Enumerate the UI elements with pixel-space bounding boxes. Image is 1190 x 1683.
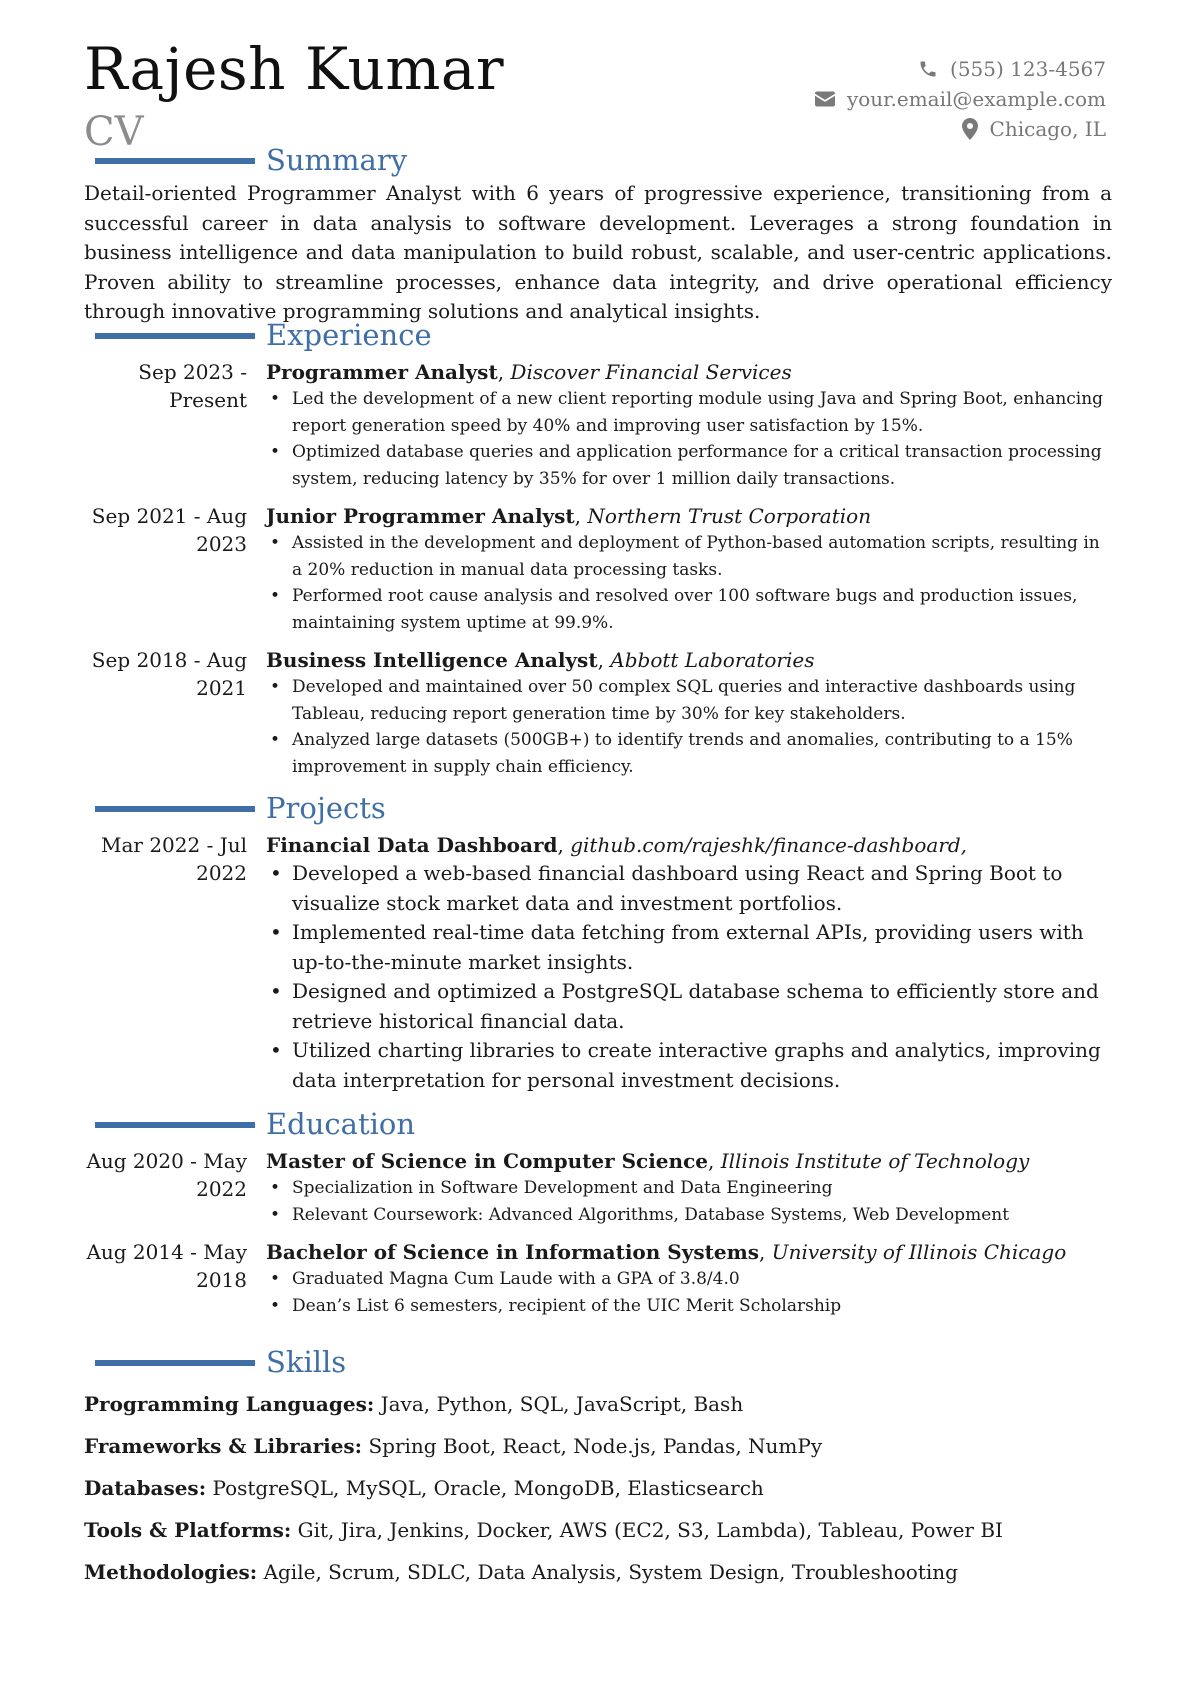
- degree-name: Bachelor of Science in Information Systems: [266, 1240, 759, 1264]
- skill-label: Programming Languages:: [84, 1392, 375, 1416]
- skills-section: [0, 1345, 1190, 1593]
- skills-list: [84, 1383, 1190, 1593]
- experience-entry: [0, 358, 1190, 492]
- project-name: Financial Data Dashboard: [266, 833, 558, 857]
- entry-organization: Discover Financial Services: [510, 360, 792, 384]
- skill-row: [84, 1383, 1190, 1425]
- entry-date: Sep 2023 - Present: [138, 360, 247, 412]
- envelope-icon: [815, 91, 835, 107]
- bullet-item: • Developed and maintained over 50 complex SQL queries and interactive dashboards using Tableau, reducing report generation time by 30% for key stakeholders.: [266, 674, 1108, 727]
- entry-bullets: [266, 859, 1108, 1095]
- summary-section: [0, 143, 1190, 327]
- entry-date: Sep 2018 - Aug 2021: [91, 648, 247, 700]
- entry-body: [266, 502, 1108, 636]
- contact-location: [815, 114, 1106, 144]
- entry-bullets: [266, 1266, 1108, 1319]
- education-entry: [0, 1238, 1190, 1319]
- section-title-experience: Experience: [266, 318, 432, 352]
- skill-value: Agile, Scrum, SDLC, Data Analysis, System Design, Troubleshooting: [263, 1560, 958, 1584]
- entry-date: Mar 2022 - Jul 2022: [101, 833, 247, 885]
- entry-body: [266, 358, 1108, 492]
- section-title-education: Education: [266, 1107, 416, 1141]
- skill-row: [84, 1425, 1190, 1467]
- bullet-item: • Utilized charting libraries to create interactive graphs and analytics, improving data interpretation for personal investment decisions.: [266, 1036, 1108, 1095]
- bullet-item: • Dean’s List 6 semesters, recipient of the UIC Merit Scholarship: [266, 1293, 1108, 1320]
- map-pin-icon: [962, 118, 978, 140]
- entry-bullets: [266, 530, 1108, 636]
- section-rule: [95, 1360, 255, 1366]
- section-rule: [95, 1122, 255, 1128]
- section-title-projects: Projects: [266, 791, 386, 825]
- skill-value: PostgreSQL, MySQL, Oracle, MongoDB, Elasticsearch: [212, 1476, 764, 1500]
- entry-bullets: [266, 386, 1108, 492]
- entry-organization: Abbott Laboratories: [610, 648, 815, 672]
- entry-body: [266, 1238, 1108, 1319]
- bullet-item: • Optimized database queries and application performance for a critical transaction processing system, reducing latency by 35% for over 1 million daily transactions.: [266, 439, 1108, 492]
- entry-organization: Northern Trust Corporation: [587, 504, 872, 528]
- section-rule: [95, 158, 255, 164]
- entry-date: Aug 2020 - May 2022: [86, 1149, 247, 1201]
- skill-row: [84, 1551, 1190, 1593]
- section-header: [0, 318, 1190, 352]
- entry-role: Programmer Analyst: [266, 360, 498, 384]
- entry-body: [266, 1147, 1108, 1228]
- project-entry: [0, 831, 1190, 1095]
- bullet-item: • Designed and optimized a PostgreSQL database schema to efficiently store and retrieve historical financial data.: [266, 977, 1108, 1036]
- section-header: [0, 791, 1190, 825]
- experience-list: [0, 358, 1190, 780]
- bullet-item: • Analyzed large datasets (500GB+) to identify trends and anomalies, contributing to a 15% improvement in supply chain efficiency.: [266, 727, 1108, 780]
- section-title-skills: Skills: [266, 1345, 347, 1379]
- bullet-item: • Performed root cause analysis and resolved over 100 software bugs and production issues, maintaining system uptime at 99.9%.: [266, 583, 1108, 636]
- phone-text: (555) 123-4567: [950, 57, 1106, 81]
- person-name: Rajesh Kumar: [84, 35, 505, 103]
- skill-row: [84, 1509, 1190, 1551]
- skill-row: [84, 1467, 1190, 1509]
- section-header: [0, 143, 1190, 177]
- contact-phone: [815, 54, 1106, 84]
- section-header: [0, 1107, 1190, 1141]
- bullet-item: • Graduated Magna Cum Laude with a GPA of 3.8/4.0: [266, 1266, 1108, 1293]
- contact-email[interactable]: [815, 84, 1106, 114]
- email-link[interactable]: your.email@example.com: [846, 87, 1106, 111]
- section-rule: [95, 333, 255, 339]
- bullet-item: • Developed a web-based financial dashboard using React and Spring Boot to visualize stock market data and investment portfolios.: [266, 859, 1108, 918]
- skill-label: Databases:: [84, 1476, 207, 1500]
- skill-label: Methodologies:: [84, 1560, 258, 1584]
- education-section: [0, 1107, 1190, 1319]
- institution-name: University of Illinois Chicago: [771, 1240, 1067, 1264]
- entry-heading: Programmer Analyst, Discover Financial Services: [266, 360, 792, 384]
- entry-heading: Bachelor of Science in Information Systems, University of Illinois Chicago: [266, 1240, 1067, 1264]
- entry-heading: Financial Data Dashboard, github.com/rajeshk/finance-dashboard,: [266, 833, 968, 857]
- entry-heading: Junior Programmer Analyst, Northern Trust Corporation: [266, 504, 872, 528]
- location-text: Chicago, IL: [989, 117, 1106, 141]
- section-title-summary: Summary: [266, 143, 408, 177]
- entry-body: [266, 831, 1108, 1095]
- skill-label: Tools & Platforms:: [84, 1518, 292, 1542]
- institution-name: Illinois Institute of Technology: [720, 1149, 1030, 1173]
- degree-name: Master of Science in Computer Science: [266, 1149, 708, 1173]
- bullet-item: • Implemented real-time data fetching from external APIs, providing users with up-to-the-minute market insights.: [266, 918, 1108, 977]
- entry-body: [266, 646, 1108, 780]
- entry-heading: Master of Science in Computer Science, Illinois Institute of Technology: [266, 1149, 1030, 1173]
- experience-entry: [0, 646, 1190, 780]
- entry-date: Sep 2021 - Aug 2023: [91, 504, 247, 556]
- skill-label: Frameworks & Libraries:: [84, 1434, 363, 1458]
- bullet-item: • Led the development of a new client reporting module using Java and Spring Boot, enhancing report generation speed by 40% and improving user satisfaction by 15%.: [266, 386, 1108, 439]
- projects-list: [0, 831, 1190, 1095]
- skill-value: Java, Python, SQL, JavaScript, Bash: [380, 1392, 744, 1416]
- experience-entry: [0, 502, 1190, 636]
- bullet-item: • Assisted in the development and deployment of Python-based automation scripts, resulting in a 20% reduction in manual data processing tasks.: [266, 530, 1108, 583]
- skill-value: Spring Boot, React, Node.js, Pandas, NumPy: [368, 1434, 823, 1458]
- contact-block: [815, 54, 1106, 144]
- bullet-item: • Specialization in Software Development and Data Engineering: [266, 1175, 1108, 1202]
- summary-text: Detail-oriented Programmer Analyst with 6 years of progressive experience, transitioning from a successful career in data analysis to software development. Leverages a strong foundation in business intelligence and data manipulation to build robust, scalable, and user-centric applications. Proven ability to streamline processes, enhance data integrity, and drive operational efficiency through innovative programming solutions and analytical insights.: [84, 181, 1112, 323]
- bullet-item: • Relevant Coursework: Advanced Algorithms, Database Systems, Web Development: [266, 1202, 1108, 1229]
- entry-role: Business Intelligence Analyst: [266, 648, 598, 672]
- entry-bullets: [266, 1175, 1108, 1228]
- phone-icon: [918, 59, 938, 79]
- projects-section: [0, 791, 1190, 1095]
- entry-role: Junior Programmer Analyst: [266, 504, 575, 528]
- education-list: [0, 1147, 1190, 1319]
- entry-heading: Business Intelligence Analyst, Abbott Laboratories: [266, 648, 815, 672]
- entry-date: Aug 2014 - May 2018: [86, 1240, 247, 1292]
- project-link[interactable]: github.com/rajeshk/finance-dashboard,: [570, 833, 968, 857]
- experience-section: [0, 318, 1190, 780]
- document-subtitle: CV: [84, 109, 144, 155]
- section-rule: [95, 806, 255, 812]
- skill-value: Git, Jira, Jenkins, Docker, AWS (EC2, S3, Lambda), Tableau, Power BI: [297, 1518, 1003, 1542]
- education-entry: [0, 1147, 1190, 1228]
- section-header: [0, 1345, 1190, 1379]
- entry-bullets: [266, 674, 1108, 780]
